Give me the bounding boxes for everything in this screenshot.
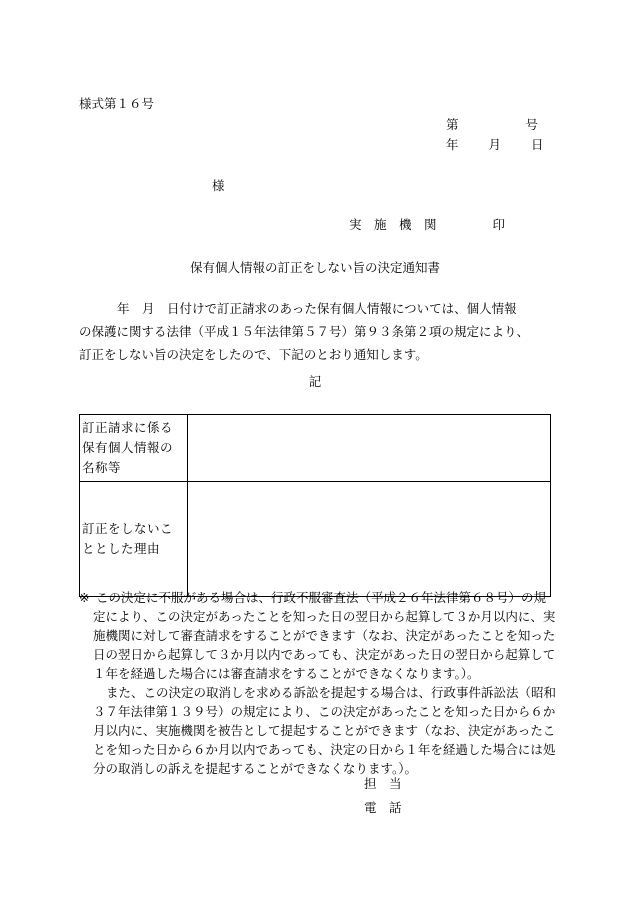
document-title: 保有個人情報の訂正をしない旨の決定通知書 bbox=[189, 260, 440, 275]
notes-line: 月以内に、実施機関を被告として提起することができます（なお、決定があったこ bbox=[93, 723, 556, 738]
contact-person-label: 担 当 bbox=[364, 776, 402, 791]
date-day: 日 bbox=[531, 137, 544, 152]
doc-number-suffix: 号 bbox=[525, 117, 539, 132]
table-label-cell bbox=[80, 482, 188, 597]
notes-line: 日の翌日から起算して３か月以内であっても、決定があった日の翌日から起算して bbox=[93, 647, 556, 662]
table-label-cell bbox=[80, 415, 188, 482]
ki-heading: 記 bbox=[308, 374, 322, 389]
doc-number-prefix: 第 bbox=[446, 117, 459, 132]
date-line bbox=[446, 139, 544, 152]
notes-line: 定により、この決定があったことを知った日の翌日から起算して３か月以内に、実 bbox=[93, 609, 556, 624]
notes-line: 分の取消しの訴えを提起することができなくなります。）。 bbox=[93, 761, 418, 776]
table-label-line: ととした理由 bbox=[82, 541, 161, 556]
addressee: 様 bbox=[212, 178, 225, 193]
notes-line: ３７年法律第１３９号）の規定により、この決定があったことを知った日から６か bbox=[93, 704, 556, 719]
notes-line: とを知った日から６か月以内であっても、決定の日から１年を経過した場合には処 bbox=[93, 742, 556, 757]
body-text bbox=[79, 297, 555, 366]
notes bbox=[79, 588, 555, 778]
table-row bbox=[80, 482, 551, 597]
table-label-line: 訂正請求に係る bbox=[82, 420, 174, 435]
body-line-1: 年 月 日付けで訂正請求のあった保有個人情報については、個人情報 bbox=[117, 301, 517, 316]
notes-line: 施機関に対して審査請求をすることができます（なお、決定があったことを知った bbox=[93, 628, 556, 643]
issuer-org: 実 施 機 関 bbox=[349, 217, 437, 232]
document-number bbox=[446, 119, 538, 132]
notes-text: この決定に不服がある場合は、行政不服審査法（平成２６年法律第６８号）の規 bbox=[96, 590, 547, 605]
table-row bbox=[80, 415, 551, 482]
seal-mark: 印 bbox=[492, 217, 506, 232]
table-value-cell bbox=[188, 415, 551, 482]
notes-line: また、この決定の取消しを求める訴訟を提起する場合は、行政事件訴訟法（昭和 bbox=[106, 685, 557, 700]
form-number: 様式第１６号 bbox=[79, 96, 155, 111]
table-label-line: 訂正をしないこ bbox=[82, 521, 174, 536]
notes-line: １年を経過した場合には審査請求をすることができなくなります。）。 bbox=[93, 666, 480, 681]
contact-phone-label: 電 話 bbox=[364, 800, 402, 815]
body-line-3: 訂正をしない旨の決定をしたので、下記のとおり通知します。 bbox=[79, 347, 428, 362]
notes-line bbox=[79, 588, 555, 607]
body-line-2: の保護に関する法律（平成１５年法律第５７号）第９３条第２項の規定により、 bbox=[79, 324, 530, 339]
date-month: 月 bbox=[488, 137, 502, 152]
table-label-line: 保有個人情報の bbox=[82, 440, 174, 455]
date-year: 年 bbox=[446, 137, 459, 152]
issuer bbox=[349, 219, 505, 232]
table-label-line: 名称等 bbox=[82, 460, 122, 475]
note-mark: ※ bbox=[79, 590, 90, 605]
table-value-cell bbox=[188, 482, 551, 597]
info-table bbox=[79, 414, 551, 597]
